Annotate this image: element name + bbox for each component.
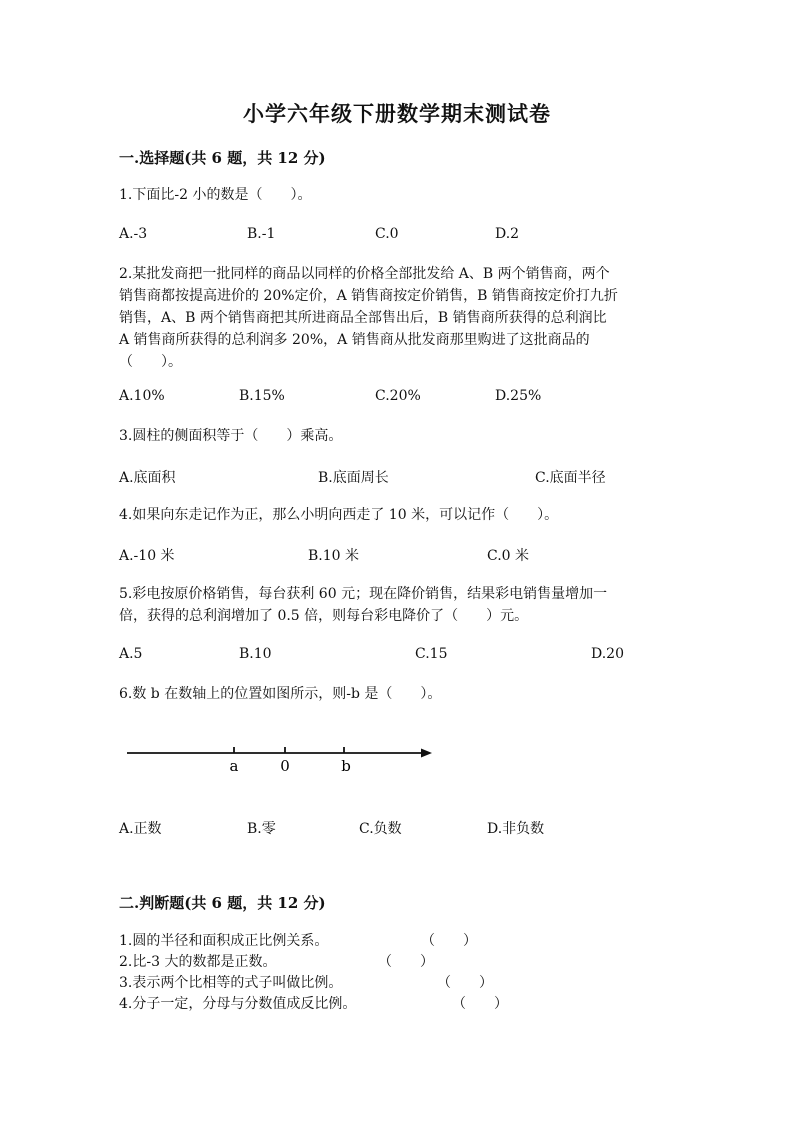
question-4-option-a: A.-10 米 (119, 548, 175, 564)
question-2-option-a: A.10% (119, 388, 165, 404)
tick-label-b: b (341, 757, 351, 775)
question-5-line: 倍，获得的总利润增加了 0.5 倍，则每台彩电降价了（ ）元。 (119, 608, 529, 624)
judge-item-text: 1.圆的半径和面积成正比例关系。 (119, 933, 329, 949)
question-2-line: 销售，A、B 两个销售商把其所进商品全部售出后，B 销售商所获得的总利润比 (119, 310, 607, 326)
tick-label-a: a (229, 757, 239, 775)
question-6-option-d: D.非负数 (487, 821, 545, 837)
question-2-line: （ ）。 (119, 354, 182, 370)
question-5-option-a: A.5 (119, 646, 143, 662)
question-1-option-c: C.0 (375, 226, 399, 242)
question-2-line: 销售商都按提高进价的 20%定价，A 销售商按定价销售，B 销售商按定价打九折 (119, 288, 618, 304)
list-item (119, 994, 539, 1015)
list-item (119, 931, 539, 952)
question-2-text (119, 263, 679, 373)
answer-blank: （ ） (421, 933, 477, 949)
judge-item-text: 4.分子一定，分母与分数值成反比例。 (119, 996, 357, 1012)
question-6-text: 6.数 b 在数轴上的位置如图所示，则-b 是（ ）。 (119, 686, 442, 702)
question-3-option-b: B.底面周长 (318, 470, 389, 486)
question-5-option-d: D.20 (591, 646, 624, 662)
question-1-text: 1.下面比-2 小的数是（ ）。 (119, 187, 312, 203)
question-2-line: 2.某批发商把一批同样的商品以同样的价格全部批发给 A、B 两个销售商，两个 (119, 266, 610, 282)
question-1-option-b: B.-1 (247, 226, 276, 242)
question-5-option-c: C.15 (415, 646, 448, 662)
answer-blank: （ ） (378, 954, 434, 970)
answer-blank: （ ） (437, 975, 493, 991)
question-2-line: A 销售商所获得的总利润多 20%，A 销售商从批发商那里购进了这批商品的 (119, 332, 590, 348)
question-1-option-a: A.-3 (119, 226, 148, 242)
question-6-option-c: C.负数 (359, 821, 402, 837)
question-4-text: 4.如果向东走记作为正，那么小明向西走了 10 米，可以记作（ ）。 (119, 507, 559, 523)
question-3-option-c: C.底面半径 (535, 470, 606, 486)
question-5-text (119, 583, 679, 627)
section-heading-judge: 二.判断题(共 6 题，共 12 分) (119, 894, 326, 912)
question-1-option-d: D.2 (495, 226, 520, 242)
number-line-arrow (421, 749, 432, 758)
judge-item-text: 3.表示两个比相等的式子叫做比例。 (119, 975, 343, 991)
question-3-option-a: A.底面积 (119, 470, 176, 486)
question-4-option-c: C.0 米 (487, 548, 530, 564)
judge-item-text: 2.比-3 大的数都是正数。 (119, 954, 277, 970)
page-title: 小学六年级下册数学期末测试卷 (243, 101, 551, 126)
question-6-option-b: B.零 (247, 821, 276, 837)
question-5-line: 5.彩电按原价格销售，每台获利 60 元；现在降价销售，结果彩电销售量增加一 (119, 586, 608, 602)
question-2-option-d: D.25% (495, 388, 542, 404)
question-3-text: 3.圆柱的侧面积等于（ ）乘高。 (119, 428, 343, 444)
question-6-option-a: A.正数 (119, 821, 162, 837)
list-item (119, 952, 539, 973)
list-item (119, 973, 539, 994)
question-2-option-c: C.20% (375, 388, 421, 404)
answer-blank: （ ） (452, 996, 508, 1012)
tick-label-zero: 0 (280, 757, 290, 775)
question-2-option-b: B.15% (239, 388, 285, 404)
judge-list (119, 931, 539, 1015)
question-4-option-b: B.10 米 (308, 548, 360, 564)
number-line-figure (120, 738, 440, 778)
question-5-option-b: B.10 (239, 646, 272, 662)
section-heading-choice: 一.选择题(共 6 题，共 12 分) (119, 149, 326, 167)
